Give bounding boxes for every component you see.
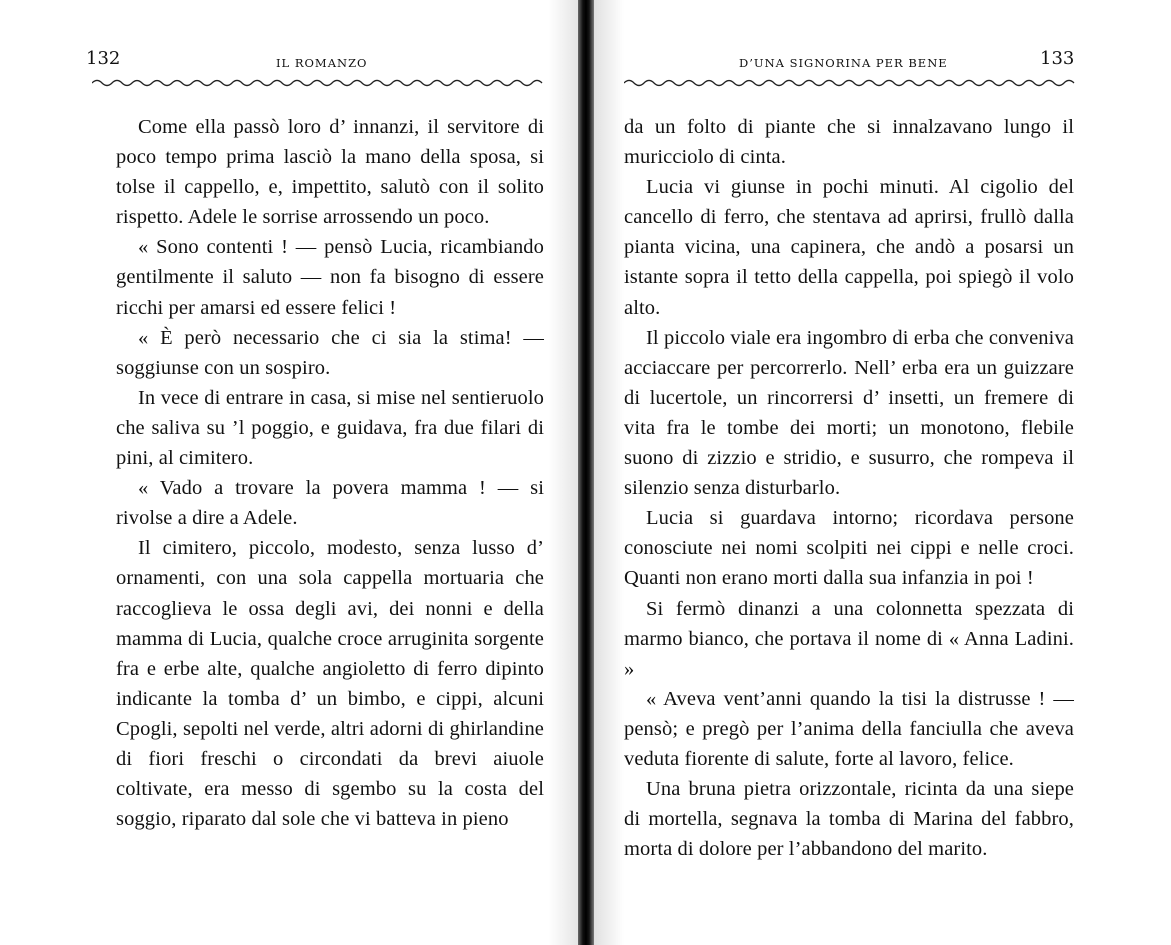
book-gutter xyxy=(578,0,594,945)
paragraph: da un folto di piante che si innalzavano lungo il muricciolo di cinta. xyxy=(624,116,1074,169)
left-page-body xyxy=(116,112,544,834)
right-page xyxy=(594,0,1171,945)
right-page-number: 133 xyxy=(1040,48,1075,69)
paragraph: « Vado a trovare la povera mamma ! — si rivolse a dire a Adele. xyxy=(116,477,544,530)
right-page-header xyxy=(594,46,1171,72)
left-page xyxy=(0,0,578,945)
left-running-head: IL ROMANZO xyxy=(276,56,368,70)
paragraph: Come ella passò loro d’ innanzi, il servitore di poco tempo prima lasciò la mano della sposa, si tolse il cappello, e, impettito, salutò con il solito rispetto. Adele le sorrise arrossendo un poco. xyxy=(116,116,544,229)
paragraph: Lucia vi giunse in pochi minuti. Al cigolio del cancello di ferro, che stentava ad aprirsi, frullò dalla pianta vicina, una capinera, che andò a posarsi un istante sopra il tetto della cappella, poi spiegò il volo alto. xyxy=(624,176,1074,319)
left-page-number: 132 xyxy=(86,48,121,69)
right-running-head: D’UNA SIGNORINA PER BENE xyxy=(739,56,948,70)
right-page-body xyxy=(624,112,1074,864)
paragraph: Si fermò dinanzi a una colonnetta spezzata di marmo bianco, che portava il nome di « Anna Ladini. » xyxy=(624,597,1074,680)
paragraph: In vece di entrare in casa, si mise nel sentieruolo che saliva su ’l poggio, e guidava, fra due filari di pini, al cimitero. xyxy=(116,386,544,470)
gutter-shadow-left xyxy=(548,0,578,945)
paragraph: Lucia si guardava intorno; ricordava persone conosciute nei nomi scolpiti nei cippi e nelle croci. Quanti non erano morti dalla sua infanzia in poi ! xyxy=(624,507,1074,590)
paragraph: Il piccolo viale era ingombro di erba che conveniva acciaccare per percorrerlo. Nell’ erba era un guizzare di lucertole, un rincorrersi d’ insetti, un fremere di vita fra le tombe dei morti; un monotono, flebile suono di zizzio e stridio, e susurro, che rompeva il silenzio senza disturbarlo. xyxy=(624,326,1074,500)
left-page-header xyxy=(0,46,578,72)
paragraph: « Sono contenti ! — pensò Lucia, ricambiando gentilmente il saluto — non fa bisogno di essere ricchi per amarsi ed essere felici ! xyxy=(116,236,544,319)
paragraph: « È però necessario che ci sia la stima! — soggiunse con un sospiro. xyxy=(116,326,544,379)
paragraph: Il cimitero, piccolo, modesto, senza lusso d’ ornamenti, con una sola cappella mortuaria che raccoglieva le ossa degli avi, dei nonni e della mamma di Lucia, qualche croce arruginita sorgente fra e erbe alte, qualche angioletto di ferro dipinto indicante la tomba d’ un bimbo, e cippi, alcuni Cpogli, sepolti nel verde, altri adorni di ghirlandine di fiori freschi o circondati da brevi aiuole coltivate, era messo di sgembo su la costa del soggio, riparato dal sole che vi batteva in pieno xyxy=(116,537,544,831)
right-header-ornament-rule xyxy=(624,76,1076,90)
paragraph: « Aveva vent’anni quando la tisi la distrusse ! — pensò; e pregò per l’anima della fanciulla che aveva veduta fiorente di salute, forte al lavoro, felice. xyxy=(624,687,1074,770)
left-header-ornament-rule xyxy=(92,76,550,90)
paragraph: Una bruna pietra orizzontale, ricinta da una siepe di mortella, segnava la tomba di Marina del fabbro, morta di dolore per l’abbandono del marito. xyxy=(624,778,1074,861)
